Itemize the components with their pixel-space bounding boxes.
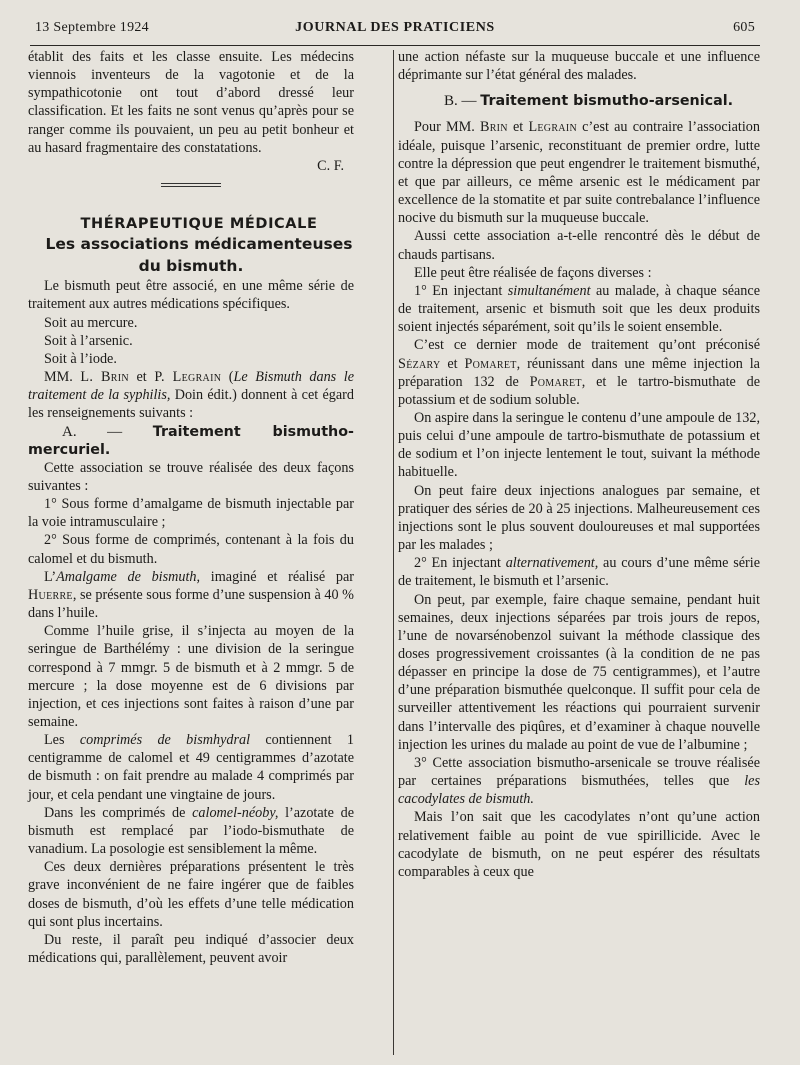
paragraph: Ces deux dernières préparations présentent le très grave inconvénient de ne faire ingérer que de faibles doses de bismuth, d’où les effets d’une telle médication qui sont plus incertains. xyxy=(28,859,354,930)
paragraph: Le bismuth peut être associé, en une même série de traitement aux autres médications spécifiques. xyxy=(28,278,354,313)
italic-run: comprimés de bismhydral xyxy=(79,732,251,749)
paragraph xyxy=(398,118,760,227)
text-run: au malade, à chaque séance de traitement, arsenic et bismuth soit que les deux produits soient injectés séparément, soit qu’ils le soient ensemble. xyxy=(398,282,760,336)
journal-title: JOURNAL DES PRATICIENS xyxy=(295,20,495,35)
paragraph: On peut faire deux injections analogues par semaine, et pratiquer des séries de 20 à 25 injections. Malheureusement ces injections sont le plus souvent douloureuses et mal supportées par les malades ; xyxy=(398,482,760,554)
author-signature: C. F. xyxy=(317,157,344,174)
text-run: L’ xyxy=(44,568,57,585)
paragraph: 2° Sous forme de comprimés, contenant à la fois du calomel et du bismuth. xyxy=(28,532,354,567)
author-name: Pomaret xyxy=(464,355,517,372)
paragraph xyxy=(398,554,760,590)
text-run: Doin édit.) donnent à cet égard les renseignements suivants : xyxy=(28,387,354,422)
paragraph xyxy=(28,731,354,804)
right-column xyxy=(398,48,760,881)
author-name: Legrain xyxy=(528,119,577,136)
paragraph: 1° Sous forme d’amalgame de bismuth injectable par la voie intramusculaire ; xyxy=(28,496,354,531)
italic-run: les cacodylates de bismuth. xyxy=(398,773,760,808)
subheading-letter: A. — xyxy=(62,423,123,440)
paragraph xyxy=(28,804,354,858)
paragraph xyxy=(398,336,760,409)
article-title-line2: du bismuth. xyxy=(138,257,244,276)
running-header xyxy=(35,20,755,42)
header-rule xyxy=(30,45,760,46)
paragraph: On aspire dans la seringue le contenu d’une ampoule de 132, puis celui d’une ampoule de tartro-bismuthate de potassium et de sodium et l’on injecte lentement le tout, suivant la méthode habituelle. xyxy=(398,409,760,481)
author-name: Brin xyxy=(479,119,508,136)
text-run: C’est ce dernier mode de traitement qu’ont préconisé xyxy=(414,337,760,354)
page-number: 605 xyxy=(733,20,755,35)
text-run: 3° Cette association bismutho-arsenicale se trouve réalisée par certaines préparations bismuthées, telles que xyxy=(398,754,760,790)
subheading-a xyxy=(28,423,354,459)
section-divider xyxy=(161,183,221,187)
list-item: Soit à l’iode. xyxy=(44,350,117,367)
text-run: imaginé et réalisé par xyxy=(200,568,354,585)
paragraph xyxy=(398,754,760,808)
article-title-line1: Les associations médicamenteuses xyxy=(45,235,353,254)
section-rubric: THÉRAPEUTIQUE MÉDICALE xyxy=(80,216,318,233)
paragraph: Elle peut être réalisée de façons diverses : xyxy=(414,264,652,281)
text-run: ( xyxy=(221,369,234,386)
text-run: au cours d’une même série de traitement, le bismuth et l’arsenic. xyxy=(398,555,760,590)
text-run: 1° En injectant xyxy=(414,282,508,299)
paragraph: Du reste, il paraît peu indiqué d’associer deux médications qui, parallèlement, peuvent avoir xyxy=(28,931,354,967)
text-run: , se présente sous forme d’une suspension à 40 % dans l’huile. xyxy=(28,586,354,622)
italic-run: calomel-néoby, xyxy=(192,804,279,821)
italic-run: Amalgame de bismuth, xyxy=(56,568,201,585)
subheading-title: Traitement bismutho-mercuriel. xyxy=(28,423,354,458)
paragraph: Cette association se trouve réalisée des deux façons suivantes : xyxy=(28,459,354,494)
subheading-b xyxy=(398,92,760,110)
intro-paragraph: établit des faits et les classe ensuite. Les médecins viennois inventeurs de la vagotonie et de la sympathicotonie ont tout d’abord dressé leur classification. Et les faits ne sont venus qu’après pour se ranger comme ils pouvaient, un peu au petit bonheur et au hasard fragmentaire des constatations. xyxy=(28,49,354,156)
paragraph xyxy=(398,282,760,336)
subheading-title: Traitement bismutho-arsenical. xyxy=(480,93,734,110)
text-run: contiennent 1 centigramme de calomel et 49 centigrammes d’azotate de bismuth : on fait prendre au malade 4 comprimés par jour, et cela pendant une vingtaine de jours. xyxy=(28,732,354,803)
text-run: Dans les comprimés de xyxy=(44,804,193,821)
text-run: , et le tartro-bismuthate de potassium et de sodium soluble. xyxy=(398,373,760,408)
text-run: Les xyxy=(44,732,80,749)
list-item: Soit à l’arsenic. xyxy=(44,332,133,349)
text-run: et xyxy=(128,369,155,386)
italic-run: simultanément xyxy=(507,282,591,299)
column-separator xyxy=(393,50,394,1055)
text-run: l’azotate de bismuth est remplacé par l’iodo-bismuthate de vanadium. La posologie est sensiblement la même. xyxy=(28,804,354,858)
text-run: Pour MM. xyxy=(414,119,480,136)
text-run: et xyxy=(507,119,529,136)
text-run: 2° En injectant xyxy=(414,555,506,572)
paragraph: Comme l’huile grise, il s’injecta au moyen de la seringue de Barthélémy : une division de la seringue correspond à 7 mmgr. 5 de bismuth et à 2 mmgr. 5 de mercure ; la dose moyenne est de 6 divisions par injection, et ces injections sont faites à raison d’une par semaine. xyxy=(28,623,354,730)
author-name: Pomaret xyxy=(529,373,582,390)
author-name: Huerre xyxy=(28,586,73,603)
author-name: Sézary xyxy=(398,355,441,372)
article-title xyxy=(28,233,354,277)
author-name: P. Legrain xyxy=(154,369,222,386)
list-item: Soit au mercure. xyxy=(44,314,138,331)
subheading-letter: B. — xyxy=(444,93,477,110)
paragraph xyxy=(28,568,354,622)
author-name: L. Brin xyxy=(80,369,129,386)
paragraph: On peut, par exemple, faire chaque semaine, pendant huit semaines, deux injections séparées par trois jours de repos, l’une de novarsénobenzol suivant la méthode classique des doses progressivement croissantes (à la condition de ne pas dépasser en principe la dose de 75 centigrammes), et l’autre d’une préparation bismuthée quelconque. Il suffit pour cela de surveiller attentivement les réactions qui pourraient survenir dans l’intervalle des piqûres, et d’examiner à chaque nouvelle injection les urines du malade au point de vue de l’albumine ; xyxy=(398,591,760,753)
left-column xyxy=(28,48,354,967)
book-title: Le Bismuth dans le traitement de la syphilis, xyxy=(28,369,355,404)
text-run: et xyxy=(440,355,465,372)
text-run: c’est au contraire l’association idéale, puisque l’arsenic, reconstituant de premier ordre, lutte contre la dépression que peut engendrer le traitement bismuthé, et que par ailleurs, ce même arsenic est le médicament par excellence de la stomatite et par suite contrebalance l’influence nocive du bismuth sur la muqueuse buccale. xyxy=(398,119,760,227)
paragraph: Aussi cette association a-t-elle rencontré dès le début de chauds partisans. xyxy=(398,228,760,263)
paragraph: une action néfaste sur la muqueuse buccale et une influence déprimante sur l’état général des malades. xyxy=(398,49,760,84)
italic-run: alternativement, xyxy=(505,555,599,572)
paragraph: Mais l’on sait que les cacodylates n’ont qu’une action relativement faible au point de vue spirillicide. Avec le cacodylate de bismuth, on ne peut espérer des résultats comparables à ceux que xyxy=(398,809,760,880)
paragraph xyxy=(28,368,354,422)
text-run: , réunissant dans une même injection la préparation 132 de xyxy=(398,355,760,390)
issue-date: 13 Septembre 1924 xyxy=(35,20,149,35)
text-run: MM. xyxy=(44,369,81,386)
